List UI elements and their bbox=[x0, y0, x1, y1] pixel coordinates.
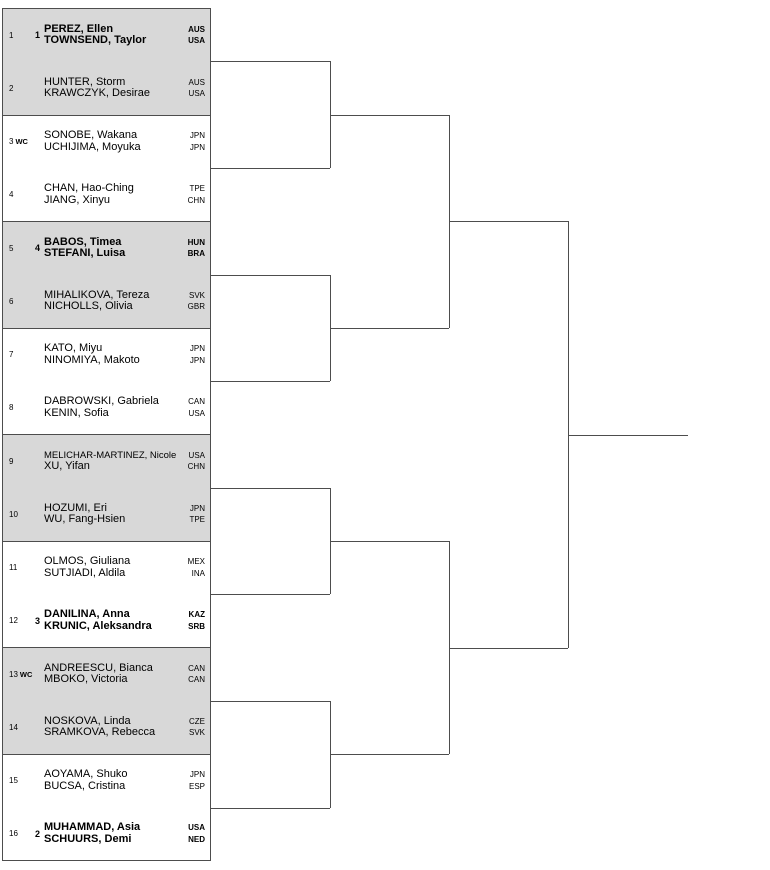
player-name: CHAN, Hao-Ching bbox=[44, 183, 134, 195]
seed-number: 2 bbox=[34, 828, 40, 839]
country-codes bbox=[188, 663, 210, 686]
player-name: NOSKOVA, Linda bbox=[44, 715, 131, 727]
player-name: BUCSA, Cristina bbox=[44, 779, 126, 792]
entry-row-16 bbox=[3, 807, 210, 860]
position-cell bbox=[3, 776, 31, 785]
position-number: 13 bbox=[9, 669, 18, 679]
round1-winner-line-7 bbox=[211, 701, 330, 702]
entry-row-8 bbox=[3, 381, 210, 434]
country-codes bbox=[188, 24, 210, 47]
player-name: AOYAMA, Shuko bbox=[44, 769, 128, 781]
match-block-7 bbox=[3, 647, 210, 754]
country-codes bbox=[188, 183, 210, 206]
sf-winner-line-2 bbox=[449, 648, 568, 649]
team-names bbox=[44, 290, 188, 313]
match-block-5 bbox=[3, 434, 210, 541]
qf-winner-line-3 bbox=[330, 541, 449, 542]
country-code: SVK bbox=[188, 728, 205, 738]
player-name: KATO, Miyu bbox=[44, 343, 103, 355]
country-code: AUS bbox=[188, 77, 205, 87]
team-names bbox=[44, 77, 189, 100]
player-name: KENIN, Sofia bbox=[44, 406, 109, 419]
team-names bbox=[44, 130, 190, 153]
position-number: 8 bbox=[9, 403, 14, 413]
player-name: BABOS, Timea bbox=[44, 236, 122, 248]
player-name: NICHOLLS, Olivia bbox=[44, 300, 133, 313]
country-code: CAN bbox=[188, 663, 205, 673]
country-code: KAZ bbox=[188, 610, 205, 620]
position-cell bbox=[3, 137, 31, 146]
entry-row-11 bbox=[3, 542, 210, 595]
entry-row-10 bbox=[3, 488, 210, 541]
player-name: STEFANI, Luisa bbox=[44, 247, 126, 260]
entry-row-5 bbox=[3, 222, 210, 275]
entry-row-14 bbox=[3, 701, 210, 754]
position-cell bbox=[3, 670, 31, 679]
position-number: 4 bbox=[9, 190, 14, 200]
country-code: USA bbox=[188, 450, 205, 460]
match-block-4 bbox=[3, 328, 210, 435]
player-name: SCHUURS, Demi bbox=[44, 832, 132, 845]
country-codes bbox=[188, 556, 210, 579]
country-code: SRB bbox=[188, 621, 205, 631]
player-name: HUNTER, Storm bbox=[44, 76, 126, 88]
seed-number: 1 bbox=[34, 30, 40, 41]
team-names bbox=[44, 396, 188, 419]
country-code: MEX bbox=[187, 557, 205, 567]
country-code: INA bbox=[191, 568, 205, 578]
country-codes bbox=[189, 716, 210, 739]
position-cell bbox=[3, 31, 31, 40]
country-codes bbox=[188, 290, 210, 313]
country-code: JPN bbox=[189, 142, 205, 152]
country-codes bbox=[189, 503, 210, 526]
qf-winner-line-2 bbox=[330, 328, 449, 329]
team-names bbox=[44, 822, 188, 845]
player-name: DANILINA, Anna bbox=[44, 609, 130, 621]
position-number: 3 bbox=[9, 137, 14, 147]
sf-winner-line-1 bbox=[449, 221, 568, 222]
player-name: ANDREESCU, Bianca bbox=[44, 662, 153, 674]
entry-row-4 bbox=[3, 168, 210, 221]
player-name: WU, Fang-Hsien bbox=[44, 513, 126, 526]
entry-row-15 bbox=[3, 755, 210, 808]
country-code: CHN bbox=[187, 195, 205, 205]
country-code: USA bbox=[188, 36, 205, 46]
player-name: MIHALIKOVA, Tereza bbox=[44, 289, 150, 301]
qf-winner-line-1 bbox=[330, 115, 449, 116]
position-cell bbox=[3, 829, 31, 838]
country-code: USA bbox=[188, 823, 205, 833]
team-names bbox=[44, 503, 189, 526]
match-block-1 bbox=[3, 9, 210, 115]
team-names bbox=[44, 716, 189, 739]
position-number: 2 bbox=[9, 83, 14, 93]
entry-row-12 bbox=[3, 594, 210, 647]
draw-table bbox=[2, 8, 211, 861]
champion-line bbox=[568, 435, 688, 436]
position-cell bbox=[3, 616, 31, 625]
country-code: GBR bbox=[187, 302, 205, 312]
player-name: DABROWSKI, Gabriela bbox=[44, 396, 159, 408]
position-number: 9 bbox=[9, 456, 14, 466]
round1-winner-line-4 bbox=[211, 381, 330, 382]
player-name: XU, Yifan bbox=[44, 460, 90, 473]
entry-row-13 bbox=[3, 648, 210, 701]
player-name: TOWNSEND, Taylor bbox=[44, 34, 147, 47]
position-number: 7 bbox=[9, 350, 14, 360]
match-block-2 bbox=[3, 115, 210, 222]
country-codes bbox=[188, 237, 210, 260]
country-code: CAN bbox=[188, 675, 205, 685]
country-code: AUS bbox=[188, 24, 205, 34]
country-codes bbox=[189, 77, 210, 100]
round1-winner-line-8 bbox=[211, 808, 330, 809]
round1-winner-line-6 bbox=[211, 594, 330, 595]
position-cell bbox=[3, 723, 31, 732]
team-names bbox=[44, 609, 188, 632]
player-name: HOZUMI, Eri bbox=[44, 502, 107, 514]
position-number: 11 bbox=[9, 563, 18, 573]
country-codes bbox=[189, 769, 210, 792]
seed-number: 3 bbox=[34, 615, 40, 626]
country-code: JPN bbox=[189, 503, 205, 513]
round1-winner-line-5 bbox=[211, 488, 330, 489]
country-code: TPE bbox=[189, 515, 205, 525]
wildcard-badge: WC bbox=[15, 137, 28, 147]
country-code: SVK bbox=[188, 290, 205, 300]
player-name: SONOBE, Wakana bbox=[44, 130, 138, 142]
entry-row-9 bbox=[3, 435, 210, 488]
position-cell bbox=[3, 510, 31, 519]
player-name: UCHIJIMA, Moyuka bbox=[44, 140, 141, 153]
country-code: HUN bbox=[187, 237, 205, 247]
player-name: MUHAMMAD, Asia bbox=[44, 822, 141, 834]
player-name: KRUNIC, Aleksandra bbox=[44, 619, 152, 632]
country-code: JPN bbox=[189, 355, 205, 365]
country-code: CZE bbox=[189, 716, 205, 726]
country-code: JPN bbox=[189, 131, 205, 141]
team-names bbox=[44, 183, 188, 206]
match-block-8 bbox=[3, 754, 210, 861]
position-number: 12 bbox=[9, 616, 18, 626]
qf-winner-line-4 bbox=[330, 754, 449, 755]
position-number: 5 bbox=[9, 243, 14, 253]
country-codes bbox=[188, 450, 210, 473]
position-number: 16 bbox=[9, 829, 18, 839]
player-name: JIANG, Xinyu bbox=[44, 193, 111, 206]
match-block-6 bbox=[3, 541, 210, 648]
country-codes bbox=[188, 822, 210, 845]
country-code: ESP bbox=[188, 781, 205, 791]
player-name: OLMOS, Giuliana bbox=[44, 556, 131, 568]
player-name: MBOKO, Victoria bbox=[44, 673, 128, 686]
position-cell bbox=[3, 190, 31, 199]
position-cell bbox=[3, 403, 31, 412]
country-code: JPN bbox=[189, 344, 205, 354]
team-names bbox=[44, 237, 188, 260]
position-cell bbox=[3, 350, 31, 359]
round1-winner-line-1 bbox=[211, 61, 330, 62]
wildcard-badge: WC bbox=[19, 669, 33, 679]
round1-winner-line-3 bbox=[211, 275, 330, 276]
round1-winner-line-2 bbox=[211, 168, 330, 169]
player-name: NINOMIYA, Makoto bbox=[44, 353, 140, 366]
player-name: KRAWCZYK, Desirae bbox=[44, 87, 150, 100]
country-codes bbox=[190, 343, 210, 366]
entry-row-2 bbox=[3, 62, 210, 115]
country-code: USA bbox=[188, 408, 205, 418]
country-codes bbox=[188, 609, 210, 632]
position-number: 1 bbox=[9, 30, 14, 40]
position-number: 15 bbox=[9, 776, 18, 786]
country-code: USA bbox=[188, 89, 205, 99]
position-cell bbox=[3, 563, 31, 572]
country-codes bbox=[190, 130, 210, 153]
country-code: JPN bbox=[189, 770, 205, 780]
position-cell bbox=[3, 297, 31, 306]
country-code: CHN bbox=[187, 462, 205, 472]
position-number: 14 bbox=[9, 722, 18, 732]
entry-row-3 bbox=[3, 116, 210, 169]
entry-row-1 bbox=[3, 9, 210, 62]
entry-row-7 bbox=[3, 329, 210, 382]
team-names bbox=[44, 556, 188, 579]
player-name: MELICHAR-MARTINEZ, Nicole bbox=[44, 449, 177, 461]
country-code: CAN bbox=[188, 397, 205, 407]
player-name: SRAMKOVA, Rebecca bbox=[44, 726, 156, 739]
seed-number: 4 bbox=[34, 243, 40, 254]
player-name: PEREZ, Ellen bbox=[44, 23, 114, 35]
position-cell bbox=[3, 84, 31, 93]
team-names bbox=[44, 24, 188, 47]
team-names bbox=[44, 343, 190, 366]
team-names bbox=[44, 450, 188, 473]
entry-row-6 bbox=[3, 275, 210, 328]
position-number: 6 bbox=[9, 296, 14, 306]
team-names bbox=[44, 663, 188, 686]
country-codes bbox=[188, 396, 210, 419]
country-code: TPE bbox=[189, 184, 205, 194]
match-block-3 bbox=[3, 221, 210, 328]
position-number: 10 bbox=[9, 509, 18, 519]
position-cell bbox=[3, 457, 31, 466]
team-names bbox=[44, 769, 189, 792]
position-cell bbox=[3, 244, 31, 253]
country-code: BRA bbox=[187, 249, 205, 259]
country-code: NED bbox=[188, 834, 205, 844]
player-name: SUTJIADI, Aldila bbox=[44, 566, 126, 579]
